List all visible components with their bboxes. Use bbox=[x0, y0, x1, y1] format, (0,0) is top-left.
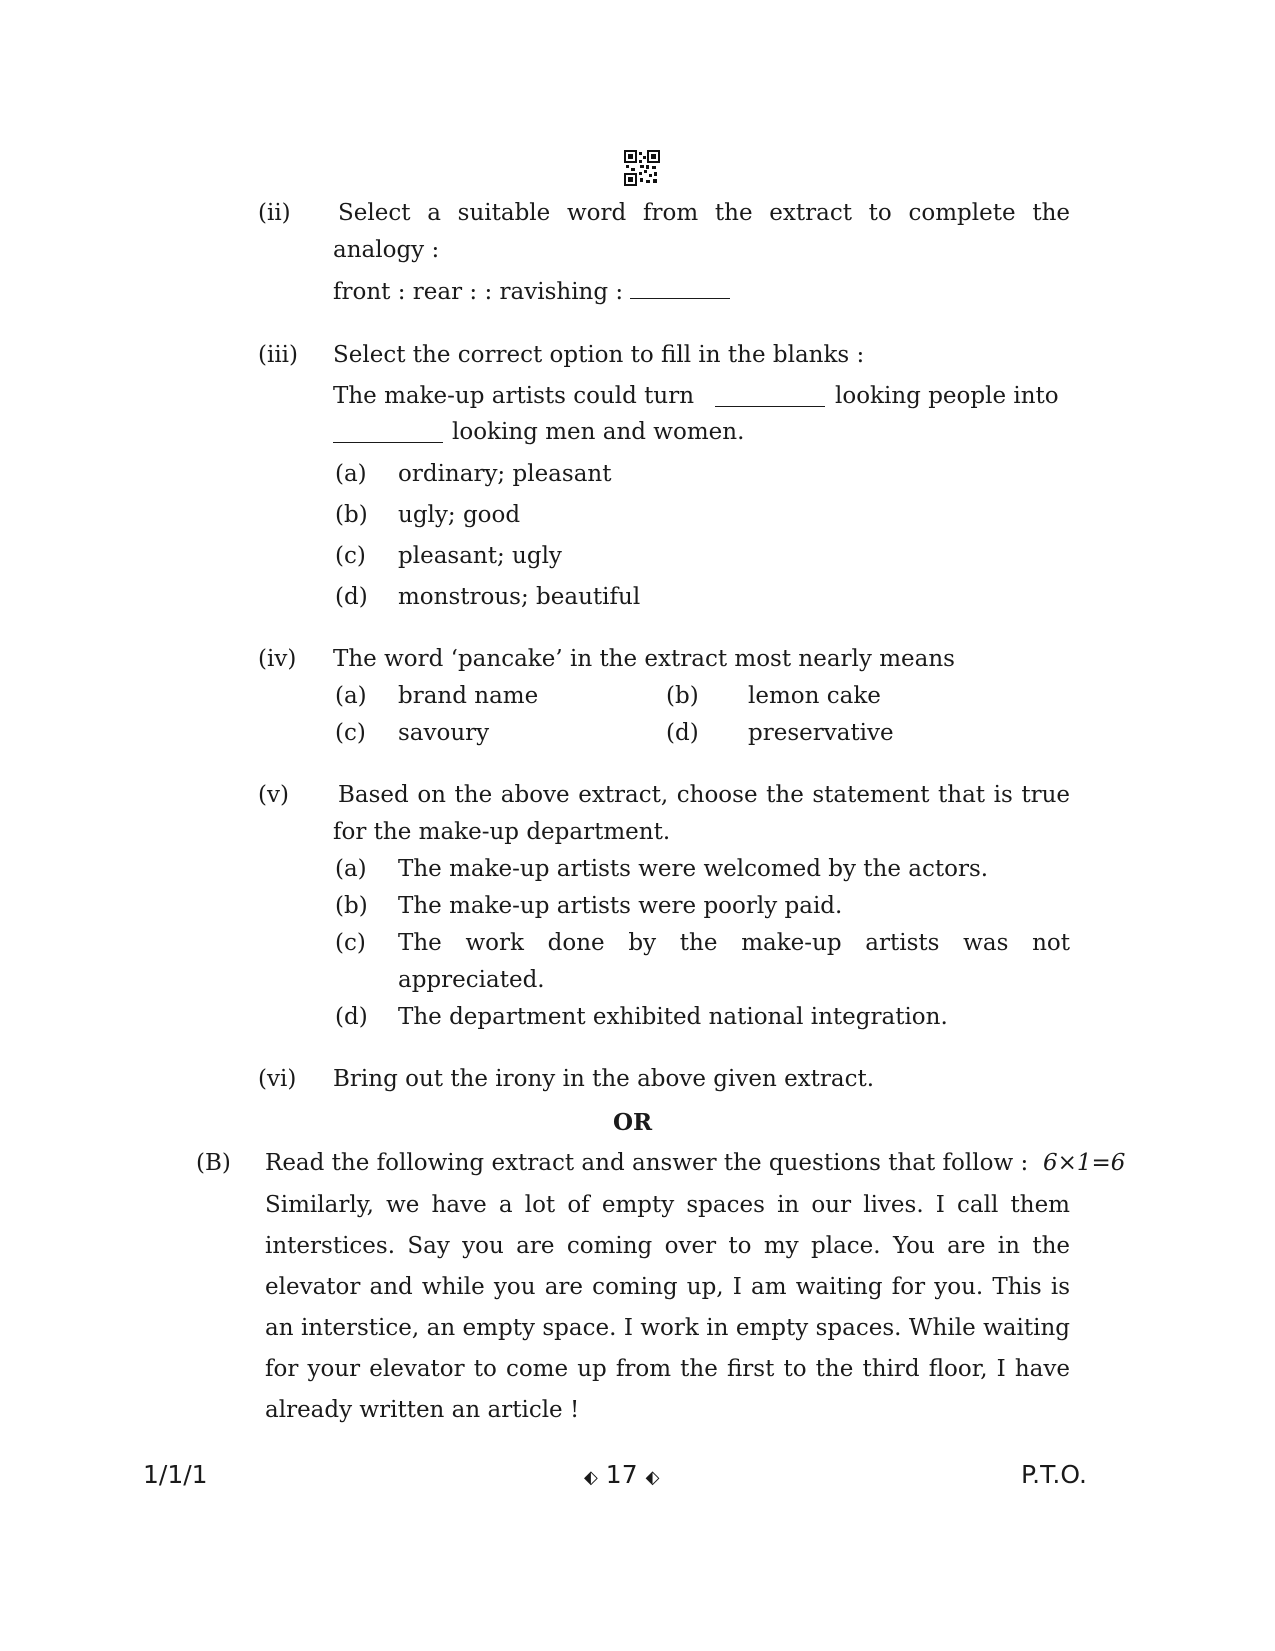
blank-sentence-part: looking men and women. bbox=[452, 419, 745, 445]
analogy-text: front : rear : : ravishing : bbox=[333, 279, 624, 305]
answer-blank bbox=[715, 388, 825, 407]
passage-line: Similarly, we have a lot of empty spaces in our lives. I call them bbox=[265, 1192, 1070, 1218]
option-label: (b) bbox=[666, 683, 699, 709]
or-separator: OR bbox=[613, 1109, 653, 1136]
option-label: (d) bbox=[335, 1004, 368, 1030]
question-number: (iv) bbox=[258, 646, 297, 672]
option-label: (c) bbox=[335, 720, 366, 746]
option-text: ugly; good bbox=[398, 502, 521, 528]
option-text: lemon cake bbox=[748, 683, 881, 709]
option-text: brand name bbox=[398, 683, 539, 709]
passage-line: already written an article ! bbox=[265, 1397, 580, 1423]
question-text: Bring out the irony in the above given extract. bbox=[333, 1066, 875, 1092]
page-number-group bbox=[584, 1460, 659, 1493]
option-text: appreciated. bbox=[398, 967, 545, 993]
option-label: (b) bbox=[335, 893, 368, 919]
option-label: (d) bbox=[666, 720, 699, 746]
section-prompt: Read the following extract and answer the questions that follow : bbox=[265, 1150, 1029, 1176]
option-label: (c) bbox=[335, 930, 366, 956]
option-text: The make-up artists were poorly paid. bbox=[398, 893, 843, 919]
option-text: The work done by the make-up artists was not bbox=[398, 930, 1070, 956]
blank-sentence-part: The make-up artists could turn bbox=[333, 383, 695, 409]
qr-code-icon bbox=[624, 150, 660, 186]
pto-label: P.T.O. bbox=[1021, 1460, 1087, 1489]
question-number: (vi) bbox=[258, 1066, 297, 1092]
passage-line: interstices. Say you are coming over to my place. You are in the bbox=[265, 1233, 1070, 1259]
option-text: The department exhibited national integration. bbox=[398, 1004, 948, 1030]
passage-line: for your elevator to come up from the first to the third floor, I have bbox=[265, 1356, 1070, 1382]
answer-blank bbox=[630, 280, 730, 299]
option-label: (a) bbox=[335, 683, 367, 709]
question-number: (v) bbox=[258, 782, 289, 808]
question-text: Based on the above extract, choose the statement that is true bbox=[338, 782, 1070, 808]
option-label: (a) bbox=[335, 856, 367, 882]
question-text: Select a suitable word from the extract to complete the bbox=[338, 200, 1070, 226]
option-text: ordinary; pleasant bbox=[398, 461, 612, 487]
diamond-arrow-icon: ⬖ bbox=[645, 1467, 660, 1488]
question-text: Select the correct option to fill in the blanks : bbox=[333, 342, 865, 368]
question-number: (ii) bbox=[258, 200, 291, 226]
analogy-line bbox=[333, 277, 730, 307]
passage-line: elevator and while you are coming up, I am waiting for you. This is bbox=[265, 1274, 1070, 1300]
blank-sentence-part: looking people into bbox=[835, 383, 1059, 409]
option-text: savoury bbox=[398, 720, 490, 746]
option-label: (c) bbox=[335, 543, 366, 569]
option-text: The make-up artists were welcomed by the actors. bbox=[398, 856, 989, 882]
question-text: for the make-up department. bbox=[333, 819, 671, 845]
marks-label: 6×1=6 bbox=[1043, 1150, 1126, 1176]
option-label: (d) bbox=[335, 584, 368, 610]
option-text: preservative bbox=[748, 720, 894, 746]
option-label: (a) bbox=[335, 461, 367, 487]
option-text: pleasant; ugly bbox=[398, 543, 562, 569]
passage-line: an interstice, an empty space. I work in empty spaces. While waiting bbox=[265, 1315, 1070, 1341]
question-text: analogy : bbox=[333, 237, 440, 263]
section-label: (B) bbox=[196, 1150, 231, 1176]
paper-code: 1/1/1 bbox=[143, 1460, 208, 1489]
question-number: (iii) bbox=[258, 342, 299, 368]
option-label: (b) bbox=[335, 502, 368, 528]
option-text: monstrous; beautiful bbox=[398, 584, 641, 610]
page-number: 17 bbox=[605, 1460, 638, 1489]
diamond-arrow-icon: ⬖ bbox=[584, 1467, 598, 1488]
answer-blank bbox=[333, 424, 443, 443]
question-text: The word ‘pancake’ in the extract most nearly means bbox=[333, 646, 955, 672]
